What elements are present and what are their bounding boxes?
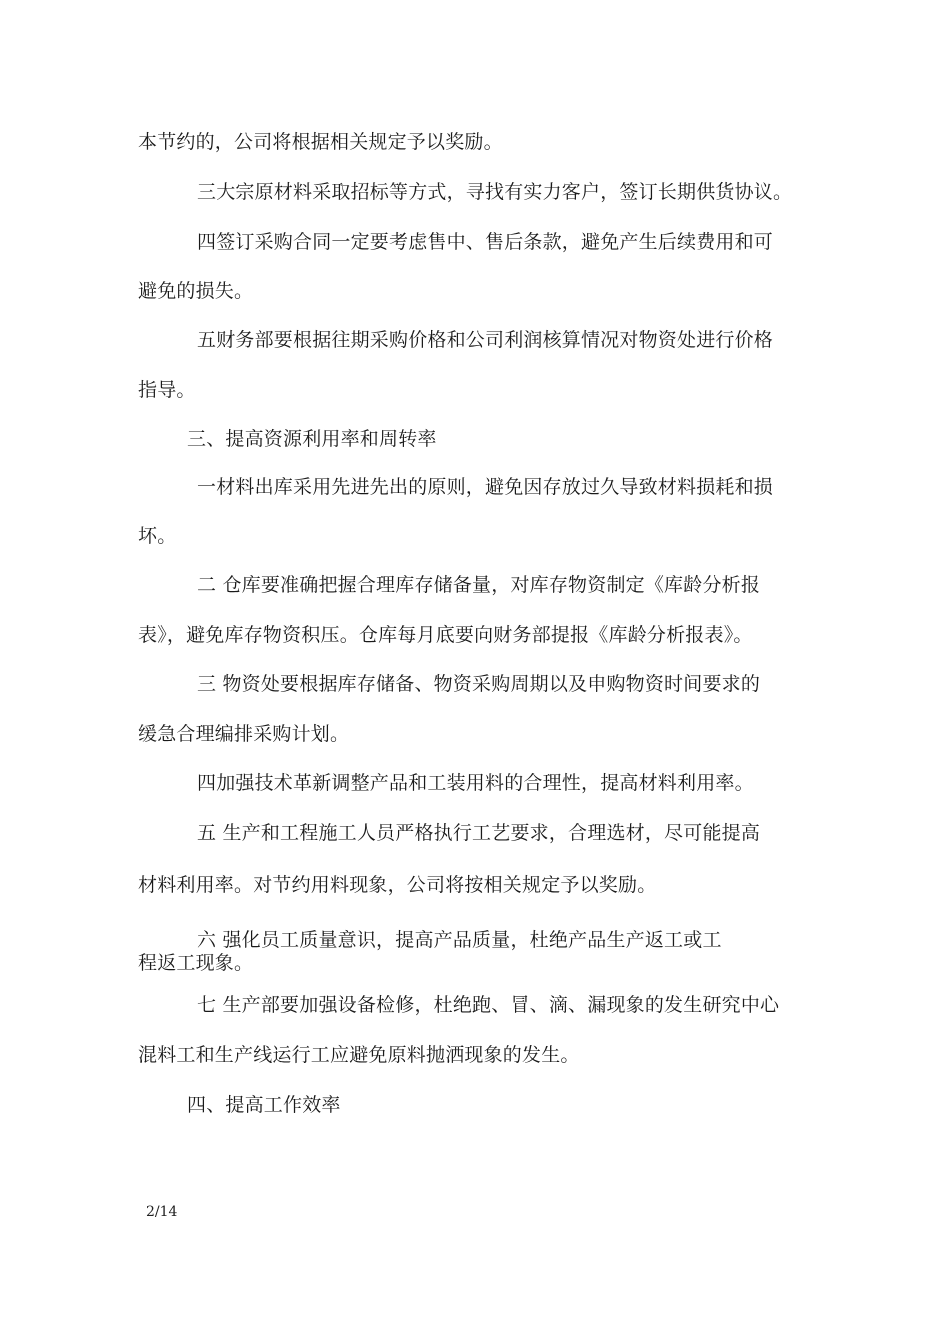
paragraph-line: 四签订采购合同一定要考虑售中、售后条款，避免产生后续费用和可	[197, 231, 774, 253]
section-heading: 三、提高资源利用率和周转率	[187, 428, 437, 450]
section-heading: 四、提高工作效率	[187, 1094, 341, 1116]
paragraph-line: 表》，避免库存物资积压。仓库每月底要向财务部提报《库龄分析报表》。	[138, 624, 753, 646]
paragraph-line: 一材料出库采用先进先出的原则，避免因存放过久导致材料损耗和损	[197, 476, 774, 498]
paragraph-line: 六 强化员工质量意识，提高产品质量，杜绝产品生产返工或工	[197, 929, 722, 951]
paragraph-line: 缓急合理编排采购计划。	[138, 723, 350, 745]
paragraph-line: 混料工和生产线运行工应避免原料抛洒现象的发生。	[138, 1044, 580, 1066]
paragraph-line: 指导。	[138, 379, 196, 401]
paragraph-line: 三 物资处要根据库存储备、物资采购周期以及申购物资时间要求的	[197, 673, 761, 695]
paragraph-line: 三大宗原材料采取招标等方式，寻找有实力客户，签订长期供货协议。	[197, 181, 793, 203]
paragraph-line: 五财务部要根据往期采购价格和公司利润核算情况对物资处进行价格	[197, 329, 774, 351]
paragraph-line: 二 仓库要准确把握合理库存储备量，对库存物资制定《库龄分析报	[197, 574, 761, 596]
paragraph-line: 本节约的，公司将根据相关规定予以奖励。	[138, 131, 503, 153]
paragraph-line: 坏。	[138, 525, 177, 547]
paragraph-line: 避免的损失。	[138, 280, 254, 302]
paragraph-line: 程返工现象。	[138, 952, 254, 974]
paragraph-line: 五 生产和工程施工人员严格执行工艺要求，合理选材，尽可能提高	[197, 822, 761, 844]
paragraph-line: 材料利用率。对节约用料现象，公司将按相关规定予以奖励。	[138, 874, 657, 896]
page-number: 2/14	[146, 1204, 178, 1220]
paragraph-line: 七 生产部要加强设备检修，杜绝跑、冒、滴、漏现象的发生研究中心	[197, 994, 780, 1016]
paragraph-line: 四加强技术革新调整产品和工装用料的合理性，提高材料利用率。	[197, 772, 754, 794]
